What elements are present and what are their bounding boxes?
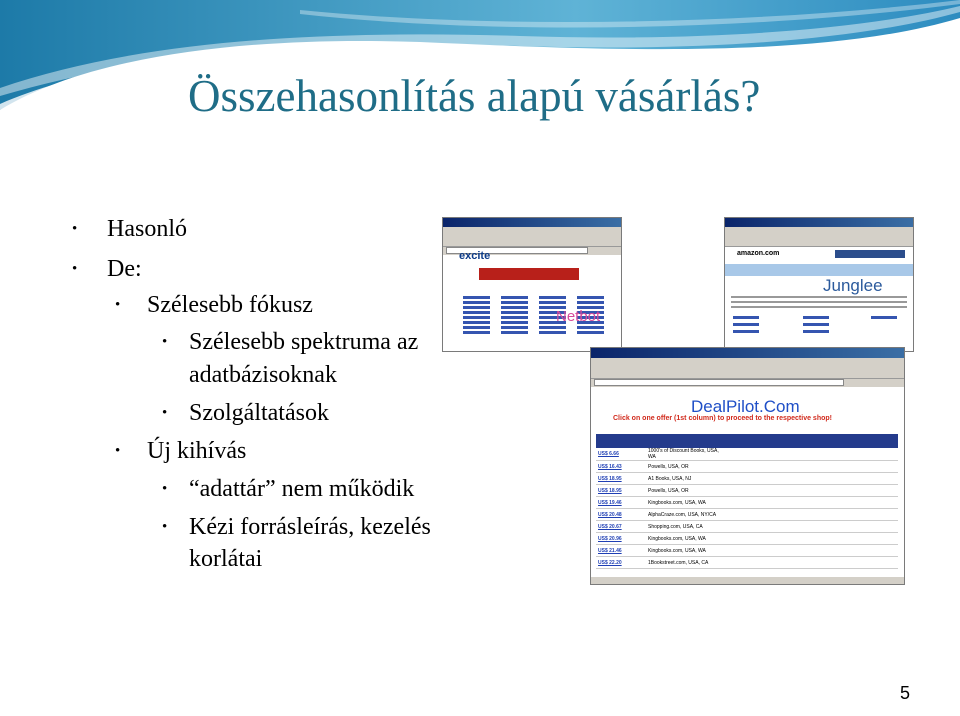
bullet-de: De:	[107, 256, 142, 282]
table-row	[596, 448, 898, 461]
bullet-adattar: “adattár” nem működik	[189, 476, 415, 502]
table-row	[596, 545, 898, 557]
window-menubar	[443, 227, 621, 234]
window-toolbar	[443, 234, 621, 247]
junglee-label: Junglee	[823, 276, 883, 295]
bullet-szolgaltatasok: Szolgáltatások	[189, 400, 329, 426]
offer-shop: Powells, USA, OR	[646, 485, 726, 497]
amazon-screenshot	[724, 217, 914, 352]
page-number: 5	[899, 683, 910, 703]
offers-header-row	[596, 434, 898, 448]
offer-price[interactable]: US$ 18.95	[596, 473, 646, 485]
offer-shop: Powells, USA, OR	[646, 461, 726, 473]
bullet-spektruma: Szélesebb spektruma az	[189, 329, 419, 355]
window-titlebar	[443, 218, 621, 227]
bullet-dot: •	[72, 261, 78, 277]
bullet-uj-kihivas: Új kihívás	[147, 438, 247, 464]
table-row	[596, 461, 898, 473]
bullet-dot: •	[162, 405, 168, 421]
offers-table	[596, 434, 898, 569]
bullet-hasonlo: Hasonló	[107, 216, 187, 242]
bullet-dot: •	[115, 443, 121, 459]
window-toolbar	[591, 358, 904, 379]
bullet-dot: •	[115, 297, 121, 313]
offer-shop: Kingbooks.com, USA, WA	[646, 497, 726, 509]
offer-price[interactable]: US$ 20.67	[596, 521, 646, 533]
offer-price[interactable]: US$ 18.95	[596, 485, 646, 497]
offer-shop: Kingbooks.com, USA, WA	[646, 533, 726, 545]
slide-title: Összehasonlítás alapú vásárlás?	[188, 71, 761, 121]
table-row	[596, 473, 898, 485]
amazon-logo: amazon.com	[737, 250, 780, 257]
table-row	[596, 533, 898, 545]
dealpilot-instruction: Click on one offer (1st column) to proceed to the respective shop!	[613, 415, 832, 422]
excite-screenshot	[442, 217, 622, 352]
amazon-category-links	[731, 314, 907, 344]
table-row	[596, 485, 898, 497]
bullet-dot: •	[162, 519, 168, 535]
offer-shop: Shopping.com, USA, CA	[646, 521, 726, 533]
offer-price[interactable]: US$ 16.43	[596, 461, 646, 473]
amazon-banner	[725, 264, 913, 276]
offer-price[interactable]: US$ 20.48	[596, 509, 646, 521]
bullet-dot: •	[162, 334, 168, 350]
address-bar	[591, 379, 904, 387]
dealpilot-logo: DealPilot.Com	[691, 397, 800, 416]
bullet-adatbazisoknak: adatbázisoknak	[189, 362, 337, 388]
offer-shop: Kingbooks.com, USA, WA	[646, 545, 726, 557]
status-bar	[591, 577, 904, 584]
window-titlebar	[725, 218, 913, 227]
offer-price[interactable]: US$ 21.46	[596, 545, 646, 557]
offer-shop: 1Bookstreet.com, USA, CA	[646, 557, 726, 569]
table-row	[596, 521, 898, 533]
offer-shop: A1 Books, USA, NJ	[646, 473, 726, 485]
table-row	[596, 509, 898, 521]
offer-price[interactable]: US$ 19.46	[596, 497, 646, 509]
window-toolbar	[725, 234, 913, 247]
amazon-text-lines	[731, 296, 907, 311]
bullet-dot: •	[162, 481, 168, 497]
excite-banner	[479, 268, 579, 280]
bullet-kezi: Kézi forrásleírás, kezelés	[189, 514, 431, 540]
offer-price[interactable]: US$ 22.20	[596, 557, 646, 569]
window-titlebar	[591, 348, 904, 358]
window-menubar	[725, 227, 913, 234]
offer-price[interactable]: US$ 6.66	[596, 448, 646, 461]
offer-shop: 1000's of Discount Books, USA, WA	[646, 448, 726, 461]
offer-price[interactable]: US$ 20.96	[596, 533, 646, 545]
offer-shop: AlphaCraze.com, USA, NY/CA	[646, 509, 726, 521]
dealpilot-screenshot	[590, 347, 905, 585]
netbot-label: Netbot	[556, 308, 601, 325]
bullet-szelesebb-fokusz: Szélesebb fókusz	[147, 292, 313, 318]
excite-logo: excite	[459, 250, 491, 262]
amazon-tabs	[835, 250, 905, 258]
table-row	[596, 557, 898, 569]
bullet-korlatai: korlátai	[189, 546, 263, 572]
table-row	[596, 497, 898, 509]
bullet-dot: •	[72, 221, 78, 237]
